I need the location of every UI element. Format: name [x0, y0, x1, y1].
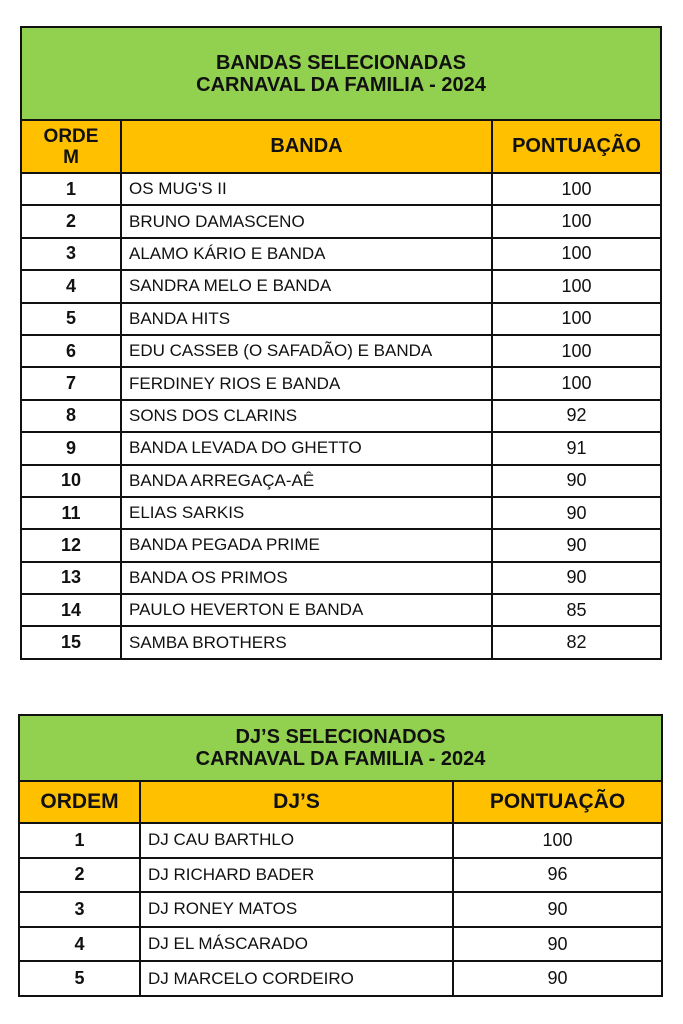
row-pontuacao: 96 — [453, 858, 662, 893]
row-pontuacao: 92 — [492, 400, 661, 432]
djs-rows — [19, 823, 662, 996]
row-nome: DJ MARCELO CORDEIRO — [140, 961, 453, 996]
row-pontuacao: 91 — [492, 432, 661, 464]
row-pontuacao: 100 — [492, 173, 661, 205]
row-nome: PAULO HEVERTON E BANDA — [121, 594, 492, 626]
row-ordem: 9 — [21, 432, 121, 464]
table-row — [21, 465, 661, 497]
row-nome: BRUNO DAMASCENO — [121, 205, 492, 237]
column-header-ordem: ORDEM — [19, 781, 140, 823]
column-header-pontuacao: PONTUAÇÃO — [492, 120, 661, 173]
table-row — [21, 270, 661, 302]
bandas-rows — [21, 173, 661, 659]
row-pontuacao: 100 — [492, 205, 661, 237]
bandas-title-line1: BANDAS SELECIONADAS — [215, 51, 467, 74]
row-pontuacao: 90 — [492, 529, 661, 561]
row-pontuacao: 90 — [492, 562, 661, 594]
row-nome: BANDA HITS — [121, 303, 492, 335]
table-row — [19, 961, 662, 996]
row-nome: ELIAS SARKIS — [121, 497, 492, 529]
table-row — [19, 927, 662, 962]
row-ordem: 4 — [21, 270, 121, 302]
row-pontuacao: 100 — [492, 238, 661, 270]
table-row — [21, 367, 661, 399]
row-nome: DJ CAU BARTHLO — [140, 823, 453, 858]
djs-title — [19, 715, 662, 781]
row-ordem: 4 — [19, 927, 140, 962]
row-ordem: 1 — [21, 173, 121, 205]
row-pontuacao: 100 — [492, 335, 661, 367]
column-header-banda: BANDA — [121, 120, 492, 173]
row-nome: ALAMO KÁRIO E BANDA — [121, 238, 492, 270]
column-header-pontuacao: PONTUAÇÃO — [453, 781, 662, 823]
column-header-dj: DJ’S — [140, 781, 453, 823]
table-row — [19, 858, 662, 893]
row-ordem: 14 — [21, 594, 121, 626]
row-ordem: 5 — [19, 961, 140, 996]
column-header-ordem-line2: M — [63, 146, 79, 168]
table-row — [19, 892, 662, 927]
row-nome: DJ EL MÁSCARADO — [140, 927, 453, 962]
row-ordem: 11 — [21, 497, 121, 529]
table-row — [21, 238, 661, 270]
table-row — [19, 823, 662, 858]
djs-title-line1: DJ’S SELECIONADOS — [235, 726, 446, 748]
table-row — [21, 626, 661, 658]
column-header-ordem — [21, 120, 121, 173]
row-ordem: 3 — [19, 892, 140, 927]
table-row — [21, 303, 661, 335]
table-row — [21, 400, 661, 432]
table-row — [21, 529, 661, 561]
row-pontuacao: 100 — [453, 823, 662, 858]
row-pontuacao: 82 — [492, 626, 661, 658]
row-pontuacao: 100 — [492, 270, 661, 302]
row-nome: SANDRA MELO E BANDA — [121, 270, 492, 302]
row-nome: SONS DOS CLARINS — [121, 400, 492, 432]
row-ordem: 15 — [21, 626, 121, 658]
row-pontuacao: 100 — [492, 303, 661, 335]
row-pontuacao: 90 — [453, 892, 662, 927]
row-ordem: 6 — [21, 335, 121, 367]
table-row — [21, 432, 661, 464]
row-pontuacao: 90 — [453, 927, 662, 962]
row-ordem: 5 — [21, 303, 121, 335]
table-row — [21, 497, 661, 529]
row-pontuacao: 90 — [492, 497, 661, 529]
row-pontuacao: 100 — [492, 367, 661, 399]
row-nome: SAMBA BROTHERS — [121, 626, 492, 658]
row-ordem: 7 — [21, 367, 121, 399]
row-ordem: 2 — [21, 205, 121, 237]
row-pontuacao: 90 — [453, 961, 662, 996]
row-nome: OS MUG'S II — [121, 173, 492, 205]
djs-table — [18, 714, 663, 997]
table-row — [21, 562, 661, 594]
djs-title-row — [19, 715, 662, 781]
bandas-table — [20, 26, 662, 660]
bandas-title-line2: CARNAVAL DA FAMILIA - 2024 — [196, 73, 486, 96]
djs-title-line2: CARNAVAL DA FAMILIA - 2024 — [195, 748, 486, 770]
row-ordem: 12 — [21, 529, 121, 561]
table-row — [21, 335, 661, 367]
row-nome: EDU CASSEB (O SAFADÃO) E BANDA — [121, 335, 492, 367]
table-row — [21, 205, 661, 237]
table-row — [21, 594, 661, 626]
bandas-title — [21, 27, 661, 120]
djs-header-row — [19, 781, 662, 823]
row-ordem: 2 — [19, 858, 140, 893]
row-ordem: 13 — [21, 562, 121, 594]
table-row — [21, 173, 661, 205]
row-ordem: 10 — [21, 465, 121, 497]
row-pontuacao: 85 — [492, 594, 661, 626]
row-nome: DJ RICHARD BADER — [140, 858, 453, 893]
row-nome: BANDA LEVADA DO GHETTO — [121, 432, 492, 464]
column-header-ordem-line1: ORDE — [43, 125, 99, 147]
row-ordem: 3 — [21, 238, 121, 270]
row-nome: DJ RONEY MATOS — [140, 892, 453, 927]
row-ordem: 8 — [21, 400, 121, 432]
bandas-title-row — [21, 27, 661, 120]
row-nome: BANDA OS PRIMOS — [121, 562, 492, 594]
row-pontuacao: 90 — [492, 465, 661, 497]
row-ordem: 1 — [19, 823, 140, 858]
row-nome: BANDA ARREGAÇA-AÊ — [121, 465, 492, 497]
row-nome: BANDA PEGADA PRIME — [121, 529, 492, 561]
row-nome: FERDINEY RIOS E BANDA — [121, 367, 492, 399]
bandas-header-row — [21, 120, 661, 173]
